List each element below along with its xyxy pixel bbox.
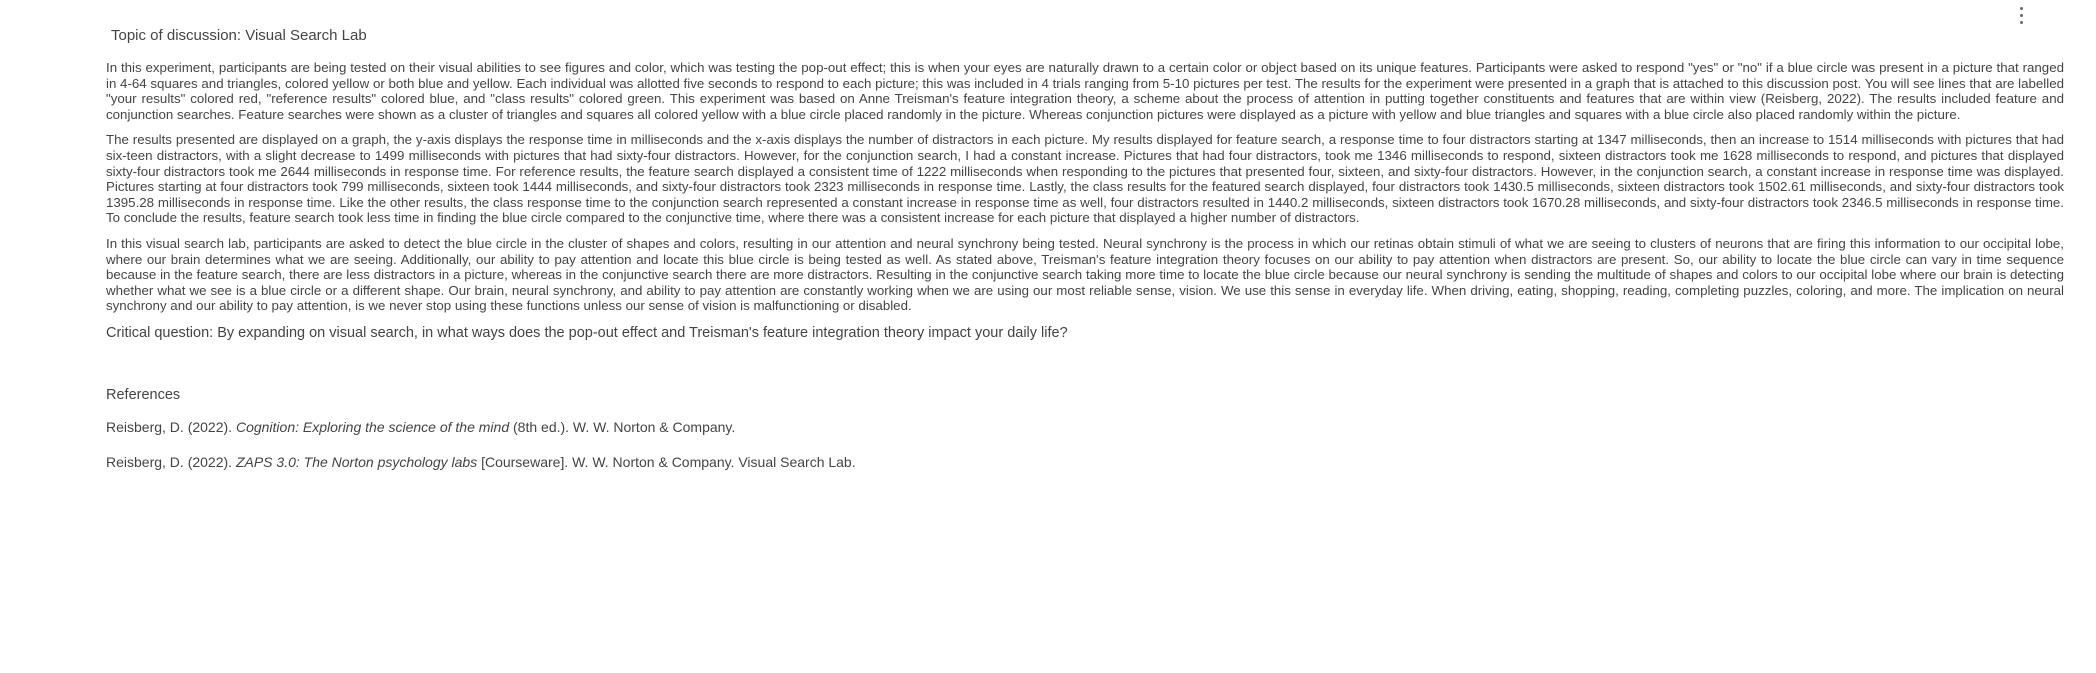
reference-title: Cognition: Exploring the science of the mind (235, 418, 510, 435)
reference-authors: Reisberg, D. (2022). (106, 418, 236, 435)
topic-heading: Topic of discussion: Visual Search Lab (111, 27, 367, 44)
reference-authors: Reisberg, D. (2022). (106, 453, 236, 470)
reference-item (106, 453, 2064, 471)
paragraph-results: The results presented are displayed on a graph, the y-axis displays the response time in milliseconds and the x-axis displays the number of distractors in each picture. My results displayed for feature search, a response time to four distractors starting at 1347 milliseconds, then an increase to 1514 milliseconds with pictures that had six-teen distractors, with a slight decrease to 1499 milliseconds with pictures that had sixty-four distractors. However, for the conjunction search, I had a constant increase. Pictures that had four distractors, took me 1346 milliseconds to respond, sixteen distractors took me 1628 milliseconds to respond, and pictures that displayed sixty-four distractors took me 2644 milliseconds in response time. For reference results, the feature search displayed a consistent time of 1222 milliseconds when responding to the pictures that presented four, sixteen, and sixty-four distractors. However, in the conjunction search, a constant increase in response time was displayed. Pictures starting at four distractors took 799 milliseconds, sixteen took 1444 milliseconds, and sixty-four distractors took 2323 milliseconds in response time. Lastly, the class results for the featured search displayed, four distractors took 1430.5 milliseconds, sixteen distractors took 1502.61 milliseconds, and sixty-four distractors took 1395.28 milliseconds in response time. Like the other results, the class response time to the conjunction search represented a constant increase in response time as well, four distractors resulted in 1440.2 milliseconds, sixteen distractors took 1670.28 milliseconds, and sixty-four distractors took 2346.5 milliseconds in response time. To conclude the results, feature search took less time in finding the blue circle compared to the conjunctive time, where there was a consistent increase for each picture that displayed a higher number of distractors. (106, 132, 2064, 226)
discussion-post (106, 26, 2064, 488)
reference-publisher: (8th ed.). W. W. Norton & Company. (509, 418, 736, 435)
critical-question: Critical question: By expanding on visual search, in what ways does the pop-out effect and Treisman's feature integration theory impact your daily life? (106, 324, 1068, 341)
paragraph-introduction: In this experiment, participants are being tested on their visual abilities to see figures and color, which was testing the pop-out effect; this is when your eyes are naturally drawn to a certain color or object based on its unique features. Participants were asked to respond "yes" or "no" if a blue circle was present in a picture that ranged in 4-64 squares and triangles, colored yellow or both blue and yellow. Each individual was allotted five seconds to respond to each picture; this was included in 4 trials ranging from 5-10 pictures per test. The results for the experiment were presented in a graph that is attached to this discussion post. You will see lines that are labelled "your results" colored red, "reference results" colored blue, and "class results" colored green. This experiment was based on Anne Treisman's feature integration theory, a scheme about the process of attention in putting together constituents and features that are within view (Reisberg, 2022). The results included feature and conjunction searches. Feature searches were shown as a cluster of triangles and squares all colored yellow with a blue circle placed randomly in the picture. Whereas conjunction pictures were displayed as a picture with yellow and blue triangles and squares with a blue circle also placed randomly within the picture. (106, 60, 2064, 122)
reference-publisher: [Courseware]. W. W. Norton & Company. Visual Search Lab. (477, 453, 856, 470)
references-heading: References (106, 386, 181, 403)
reference-item (106, 418, 2064, 436)
paragraph-discussion: In this visual search lab, participants are asked to detect the blue circle in the cluster of shapes and colors, resulting in our attention and neural synchrony being tested. Neural synchrony is the process in which our retinas obtain stimuli of what we are seeing to clusters of neurons that are firing this information to our occipital lobe, where our brain determines what we are seeing. Additionally, our ability to pay attention and locate this blue circle is being tested as well. As stated above, Treisman's feature integration theory focuses on our ability to pay attention when distractors are present. So, our ability to locate the blue circle can vary in time sequence because in the feature search, there are less distractors in a picture, whereas in the conjunctive search there are more distractors. Resulting in the conjunctive search taking more time to locate the blue circle because our neural synchrony is sending the multitude of shapes and colors to our occipital lobe where our brain is detecting whether what we see is a blue circle or a different shape. Our brain, neural synchrony, and ability to pay attention are constantly working when we are using our most reliable sense, vision. We use this sense in everyday life. When driving, eating, shopping, reading, completing puzzles, coloring, and more. The implication on neural synchrony and our ability to pay attention, is we never stop using these functions unless our sense of vision is malfunctioning or disabled. (106, 235, 2064, 314)
reference-title: ZAPS 3.0: The Norton psychology labs (235, 453, 478, 470)
